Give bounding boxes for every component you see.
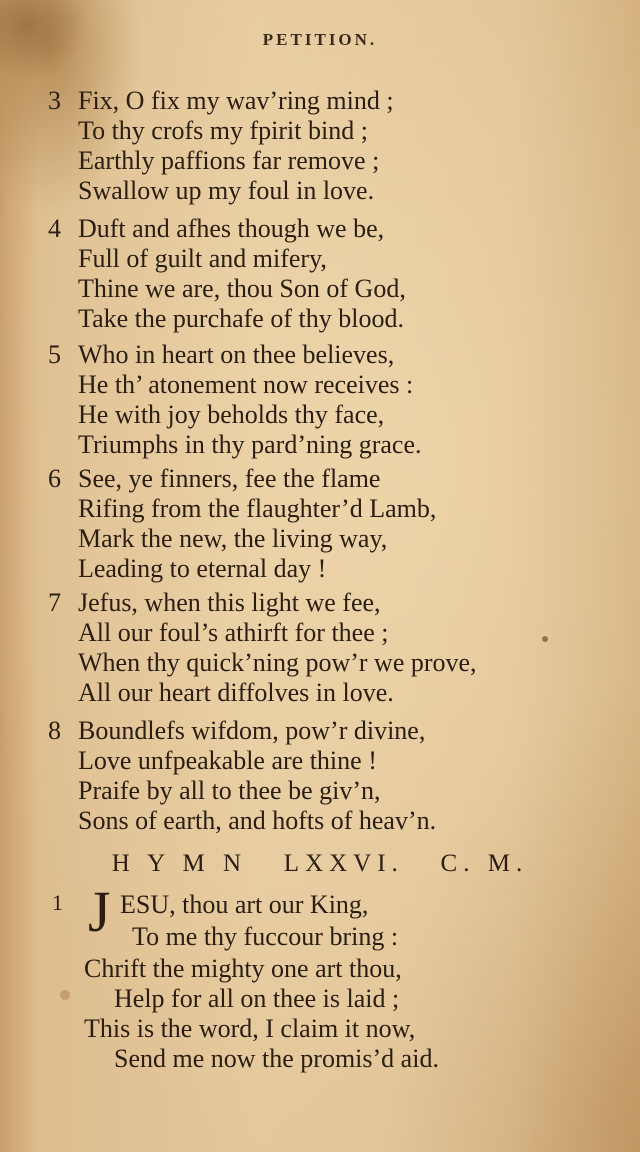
verse-line: To me thy fuccour bring : <box>132 922 399 951</box>
verse-line: Full of guilt and mifery, <box>78 244 327 273</box>
verse-line: Help for all on thee is laid ; <box>114 984 400 1013</box>
verse-line: Mark the new, the living way, <box>78 524 388 553</box>
foxing-spot <box>60 990 70 1000</box>
stanza-number: 6 <box>48 464 61 493</box>
stanza-number: 4 <box>48 214 61 243</box>
verse-line: To thy crofs my fpirit bind ; <box>78 116 368 145</box>
stanza-number: 3 <box>48 86 61 115</box>
verse-line: Chrift the mighty one art thou, <box>84 954 402 983</box>
verse-line: Jefus, when this light we fee, <box>78 588 381 617</box>
hymn-title: H Y M N LXXVI. C. M. <box>111 850 529 877</box>
verse-line: Send me now the promis’d aid. <box>114 1044 439 1073</box>
verse-line: Duft and afhes though we be, <box>78 214 385 243</box>
drop-cap: J <box>88 879 111 944</box>
stanza-number: 8 <box>48 716 61 745</box>
verse-line: Love unfpeakable are thine ! <box>78 746 377 775</box>
verse-line: Earthly paffions far remove ; <box>78 146 380 175</box>
verse-line: This is the word, I claim it now, <box>84 1014 416 1043</box>
verse-line: When thy quick’ning pow’r we prove, <box>78 648 477 677</box>
verse-line: Triumphs in thy pard’ning grace. <box>78 430 422 459</box>
verse-marker: 1 <box>52 890 63 915</box>
verse-line: Take the purchafe of thy blood. <box>78 304 404 333</box>
running-head: PETITION. <box>262 30 378 49</box>
verse-line: Boundlefs wifdom, pow’r divine, <box>78 716 426 745</box>
verse-line: Thine we are, thou Son of God, <box>78 274 406 303</box>
verse-line: Swallow up my foul in love. <box>78 176 375 205</box>
stanza-number: 7 <box>48 588 61 617</box>
verse-line: ESU, thou art our King, <box>120 890 369 919</box>
verse-line: All our heart diffolves in love. <box>78 678 394 707</box>
stanza-number: 5 <box>48 340 61 369</box>
ink-speck <box>542 636 548 642</box>
verse-line: Fix, O fix my wav’ring mind ; <box>78 86 394 115</box>
verse-line: Leading to eternal day ! <box>78 554 327 583</box>
verse-line: Sons of earth, and hofts of heav’n. <box>78 806 437 835</box>
verse-line: Praife by all to thee be giv’n, <box>78 776 381 805</box>
verse-line: Rifing from the flaughter’d Lamb, <box>78 494 437 523</box>
verse-line: Who in heart on thee believes, <box>78 340 395 369</box>
verse-line: He th’ atonement now receives : <box>78 370 414 399</box>
verse-line: He with joy beholds thy face, <box>78 400 385 429</box>
verse-line: All our foul’s athirft for thee ; <box>78 618 389 647</box>
verse-line: See, ye finners, fee the flame <box>78 464 381 493</box>
